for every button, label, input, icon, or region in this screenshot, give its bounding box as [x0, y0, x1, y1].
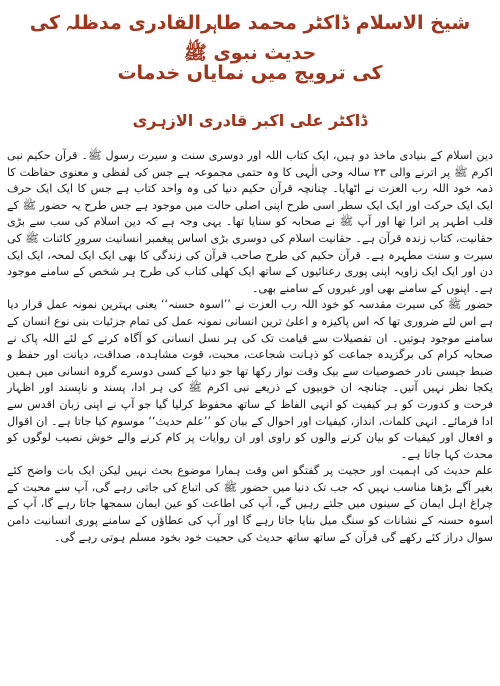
paragraph-3: علم حدیث کی اہمیت اور حجیت پر گفتگو اس وقت ہمارا موضوع بحث نہیں لیکن ایک بات واضح کئے بغیر آگے بڑھنا مناسب نہیں کہ جب تک دنیا میں حضور ﷺ کی اتباع کی جاتی رہے گی، آپ سے محبت کے چراغ اہل ایمان کے سینوں میں جلتے رہیں گے، آپ کی اطاعت کو عین ایمان سمجھا جاتا رہے گا، آپ کے اسوہ حسنہ کے نشانات کو سنگ میل بنایا جاتا رہے گا اور آپ کی عطاؤں کے سامنے پوری انسانیت دامن سوال دراز کئے رکھے گی قرآن کے ساتھ ساتھ حدیث کی حجیت خود بخود مسلم ہوتی رہے گی۔	[7, 464, 493, 544]
author-name: ڈاکٹر علی اکبر قادری الازہری	[132, 111, 368, 130]
article-title-line-2: کی ترویج میں نمایاں خدمات	[117, 62, 383, 84]
article-title-line-1: شیخ الاسلام ڈاکٹر محمد طاہرالقادری مدظلہ کی حدیث نبوی ﷺ	[29, 12, 471, 64]
paragraph-1: دین اسلام کے بنیادی ماخذ دو ہیں، ایک کتاب اللہ اور دوسری سنت و سیرت رسول ﷺ۔ قرآن حکیم نبی اکرم ﷺ پر اترنے والی ۲۳ سالہ وحی الٰہی کا وہ حتمی مجموعہ ہے جس کی لفظی و معنوی حفاظت کا ذمہ خود اللہ رب العزت نے اٹھایا۔ چنانچہ قرآن حکیم دنیا کی وہ واحد کتاب ہے جس کا ایک ایک حرف ایک ایک حرکت اور ایک ایک سطر اسی طرح اپنی اصلی حالت میں موجود ہے جس طرح یہ حضور ﷺ کے قلب اطہر پر اترا تھا اور آپ ﷺ نے صحابہ کو سنایا تھا۔ یہی وجہ ہے کہ دین اسلام کی سب سے بڑی حقانیت، کتاب زندہ قرآن ہے۔ حقانیت اسلام کی دوسری بڑی اساس پیغمبر انسانیت سرورِ کائنات ﷺ کی سیرت و سنت مطہرہ ہے۔ قرآن حکیم کی طرح صاحب قرآن کی زندگی کا بھی ایک ایک لمحہ، ایک ایک دن اور ایک ایک زاویہ اپنی پوری رعنائیوں کے ساتھ ایک کھلی کتاب کی طرح ہر شخص کے سامنے موجود ہے۔ اپنوں کے سامنے بھی اور غیروں کے سامنے بھی۔	[7, 149, 493, 295]
article-body	[7, 148, 493, 678]
paragraph-2: حضور ﷺ کی سیرت مقدسہ کو خود اللہ رب العزت نے ’’اسوہ حسنہ‘‘ یعنی بہترین نمونہ عمل قرار دیا ہے اس لئے ضروری تھا کہ اس پاکیزہ و اعلیٰ ترین انسانی نمونہ عمل کی تمام جزئیات بنی نوع انسان کے سامنے موجود ہوتیں۔ ان تفصیلات سے قیامت تک کی ہر نسل انسانی کو آگاہ کرنے کے لئے اللہ پاک نے صحابہ کرام کی برگزیدہ جماعت کو ذہانت شجاعت، محبت، قوت مشاہدہ، صداقت، دیانت اور حفظ و ضبط جیسی نادر خصوصیات سے بیک وقت نواز رکھا تھا جو دنیا کے کسی دوسرے گروہ انسانی میں ہمیں یکجا نظر نہیں آتیں۔ چنانچہ ان خوبیوں کے ذریعے نبی اکرم ﷺ کی ہر ادا، پسند و ناپسند اور اظہار فرحت و کدورت کو ہر کیفیت کو انہی الفاظ کے ساتھ محفوظ کرلیا گیا جو آپ نے اپنی زبان اقدس سے ادا فرمائے۔ انہی کلمات، انداز، کیفیات اور احوال کے بیان کو ’’علم حدیث‘‘ موسوم کیا جاتا ہے۔ ان اقوال و افعال اور کیفیات کو بیان کرنے والوں کو راوی اور ان روایات پر کام کرنے والے خوش نصیب لوگوں کو محدث کہا جاتا ہے۔	[7, 298, 493, 461]
